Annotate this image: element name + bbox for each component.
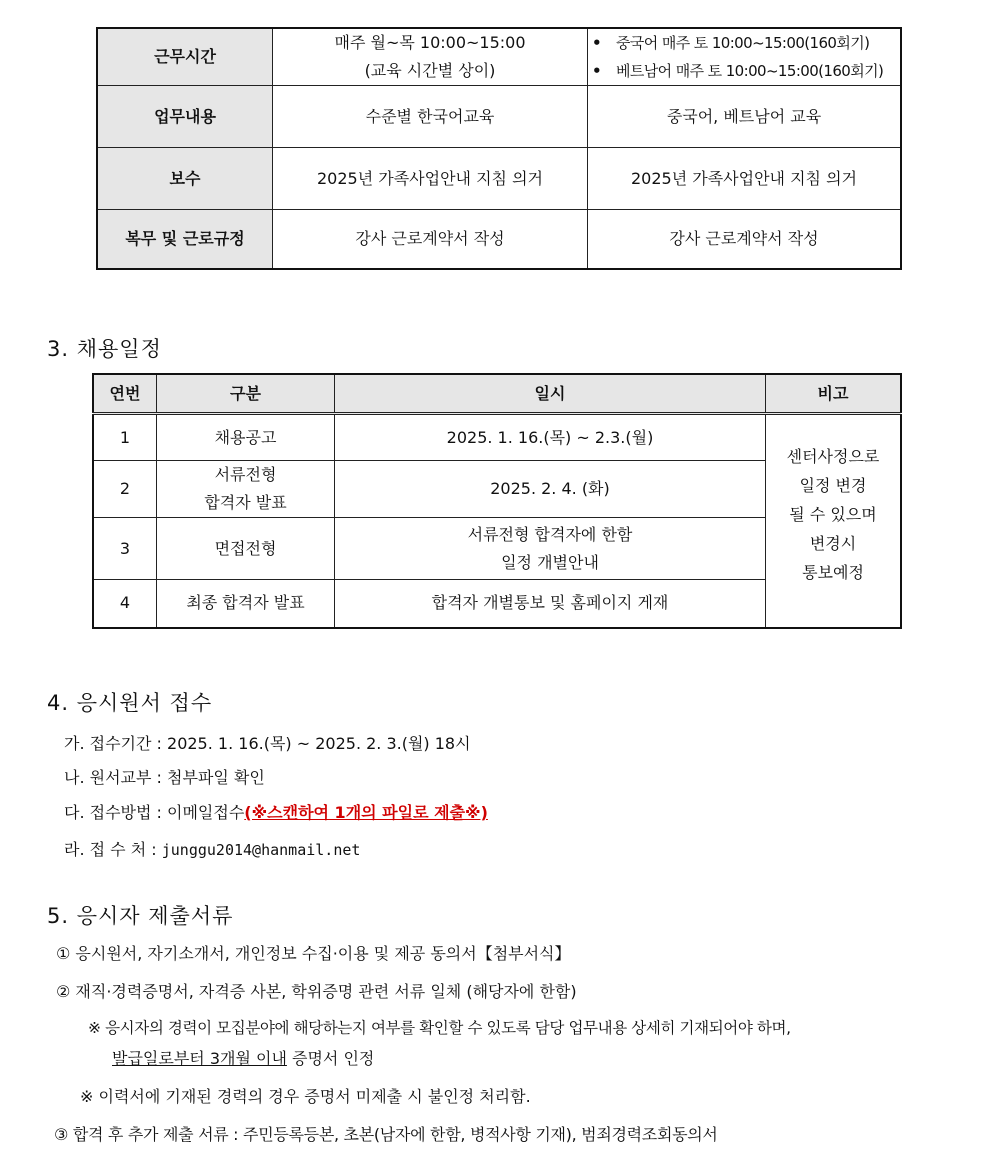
item-value: 2025. 1. 16.(목) ~ 2025. 2. 3.(월) 18시 xyxy=(167,734,471,753)
section-heading-application: 4. 응시원서 접수 xyxy=(47,691,213,715)
row-header-work-hours: 근무시간 xyxy=(97,28,273,86)
row-header-regulations: 복무 및 근로규정 xyxy=(97,210,273,269)
column-header: 비고 xyxy=(766,374,902,414)
bullet-icon: • xyxy=(592,62,601,80)
career-note-line2 xyxy=(112,1046,374,1069)
cell: 강사 근로계약서 작성 xyxy=(588,210,902,269)
remark-line: 변경시 xyxy=(809,534,857,554)
application-method xyxy=(64,800,488,823)
row-number: 4 xyxy=(93,580,157,628)
remark-cell xyxy=(766,414,902,628)
cell-line: 일정 개별안내 xyxy=(501,552,599,572)
item-label: 나. 원서교부 : xyxy=(64,768,168,787)
bullet-icon: • xyxy=(592,34,601,52)
cell-line: 서류전형 합격자에 한함 xyxy=(467,524,633,544)
bullet-text: 베트남어 매주 토 10:00~15:00(160회기) xyxy=(616,62,884,80)
application-period xyxy=(64,731,471,754)
table-row xyxy=(93,414,901,461)
job-conditions-table xyxy=(96,27,902,270)
table-row xyxy=(97,28,901,86)
cell-line: 합격자 발표 xyxy=(204,493,287,512)
career-note-line1: ※ 응시자의 경력이 모집분야에 해당하는지 여부를 확인할 수 있도록 담당 업무내용 상세히 기재되어야 하며, xyxy=(88,1019,791,1037)
validity-period: 발급일로부터 3개월 이내 xyxy=(112,1049,287,1068)
schedule-table xyxy=(92,373,902,629)
section-heading-documents: 5. 응시자 제출서류 xyxy=(47,904,234,928)
remark-line: 될 수 있으며 xyxy=(789,505,877,525)
row-header-duties: 업무내용 xyxy=(97,86,273,148)
column-header: 연번 xyxy=(93,374,157,414)
row-date: 합격자 개별통보 및 홈페이지 게재 xyxy=(335,580,766,628)
cell: 중국어, 베트남어 교육 xyxy=(588,86,902,148)
cell-line: 매주 월~목 10:00~15:00 xyxy=(334,33,526,52)
remark-line: 일정 변경 xyxy=(799,476,867,496)
row-number: 2 xyxy=(93,461,157,518)
form-distribution xyxy=(64,765,265,788)
document-item-1: ① 응시원서, 자기소개서, 개인정보 수집·이용 및 제공 동의서【첨부서식】 xyxy=(56,944,571,963)
bullet-item xyxy=(592,57,900,85)
item-label: 가. 접수기간 : xyxy=(64,734,168,753)
row-date: 2025. 1. 16.(목) ~ 2.3.(월) xyxy=(335,414,766,461)
row-category xyxy=(157,461,335,518)
row-category: 면접전형 xyxy=(157,518,335,580)
column-header: 일시 xyxy=(335,374,766,414)
email-link[interactable]: junggu2014@hanmail.net xyxy=(161,841,361,859)
table-row xyxy=(97,86,901,148)
work-hours-languages xyxy=(588,28,902,86)
item-label: 라. 접 수 처 : xyxy=(64,840,162,859)
resume-note: ※ 이력서에 기재된 경력의 경우 증명서 미제출 시 불인정 처리함. xyxy=(80,1087,531,1106)
cell-line: 서류전형 xyxy=(214,465,277,484)
remark-line: 센터사정으로 xyxy=(786,447,880,467)
bullet-item xyxy=(592,29,900,57)
section-heading-schedule: 3. 채용일정 xyxy=(47,337,162,361)
cell: 수준별 한국어교육 xyxy=(273,86,588,148)
document-item-2: ② 재직·경력증명서, 자격증 사본, 학위증명 관련 서류 일체 (해당자에 한함) xyxy=(56,982,577,1001)
row-category: 최종 합격자 발표 xyxy=(157,580,335,628)
row-category: 채용공고 xyxy=(157,414,335,461)
table-header-row xyxy=(93,374,901,414)
table-row xyxy=(97,148,901,210)
application-address xyxy=(64,837,360,860)
row-number: 3 xyxy=(93,518,157,580)
row-date: 2025. 2. 4. (화) xyxy=(335,461,766,518)
cell: 2025년 가족사업안내 지침 의거 xyxy=(588,148,902,210)
scan-note: (※스캔하여 1개의 파일로 제출※) xyxy=(244,803,488,822)
column-header: 구분 xyxy=(157,374,335,414)
cell-line: (교육 시간별 상이) xyxy=(364,61,496,80)
work-hours-korean xyxy=(273,28,588,86)
item-value: 이메일접수 xyxy=(167,803,245,822)
cell: 2025년 가족사업안내 지침 의거 xyxy=(273,148,588,210)
item-value: 첨부파일 확인 xyxy=(167,768,265,787)
note-text: 증명서 인정 xyxy=(286,1049,375,1068)
document-item-3: ③ 합격 후 추가 제출 서류 : 주민등록등본, 초본(남자에 한함, 병적사항 기재), 범죄경력조회동의서 xyxy=(54,1125,718,1144)
item-label: 다. 접수방법 : xyxy=(64,803,168,822)
row-header-pay: 보수 xyxy=(97,148,273,210)
bullet-text: 중국어 매주 토 10:00~15:00(160회기) xyxy=(616,34,870,52)
remark-line: 통보예정 xyxy=(802,563,864,583)
row-date xyxy=(335,518,766,580)
row-number: 1 xyxy=(93,414,157,461)
table-row xyxy=(97,210,901,269)
cell: 강사 근로계약서 작성 xyxy=(273,210,588,269)
